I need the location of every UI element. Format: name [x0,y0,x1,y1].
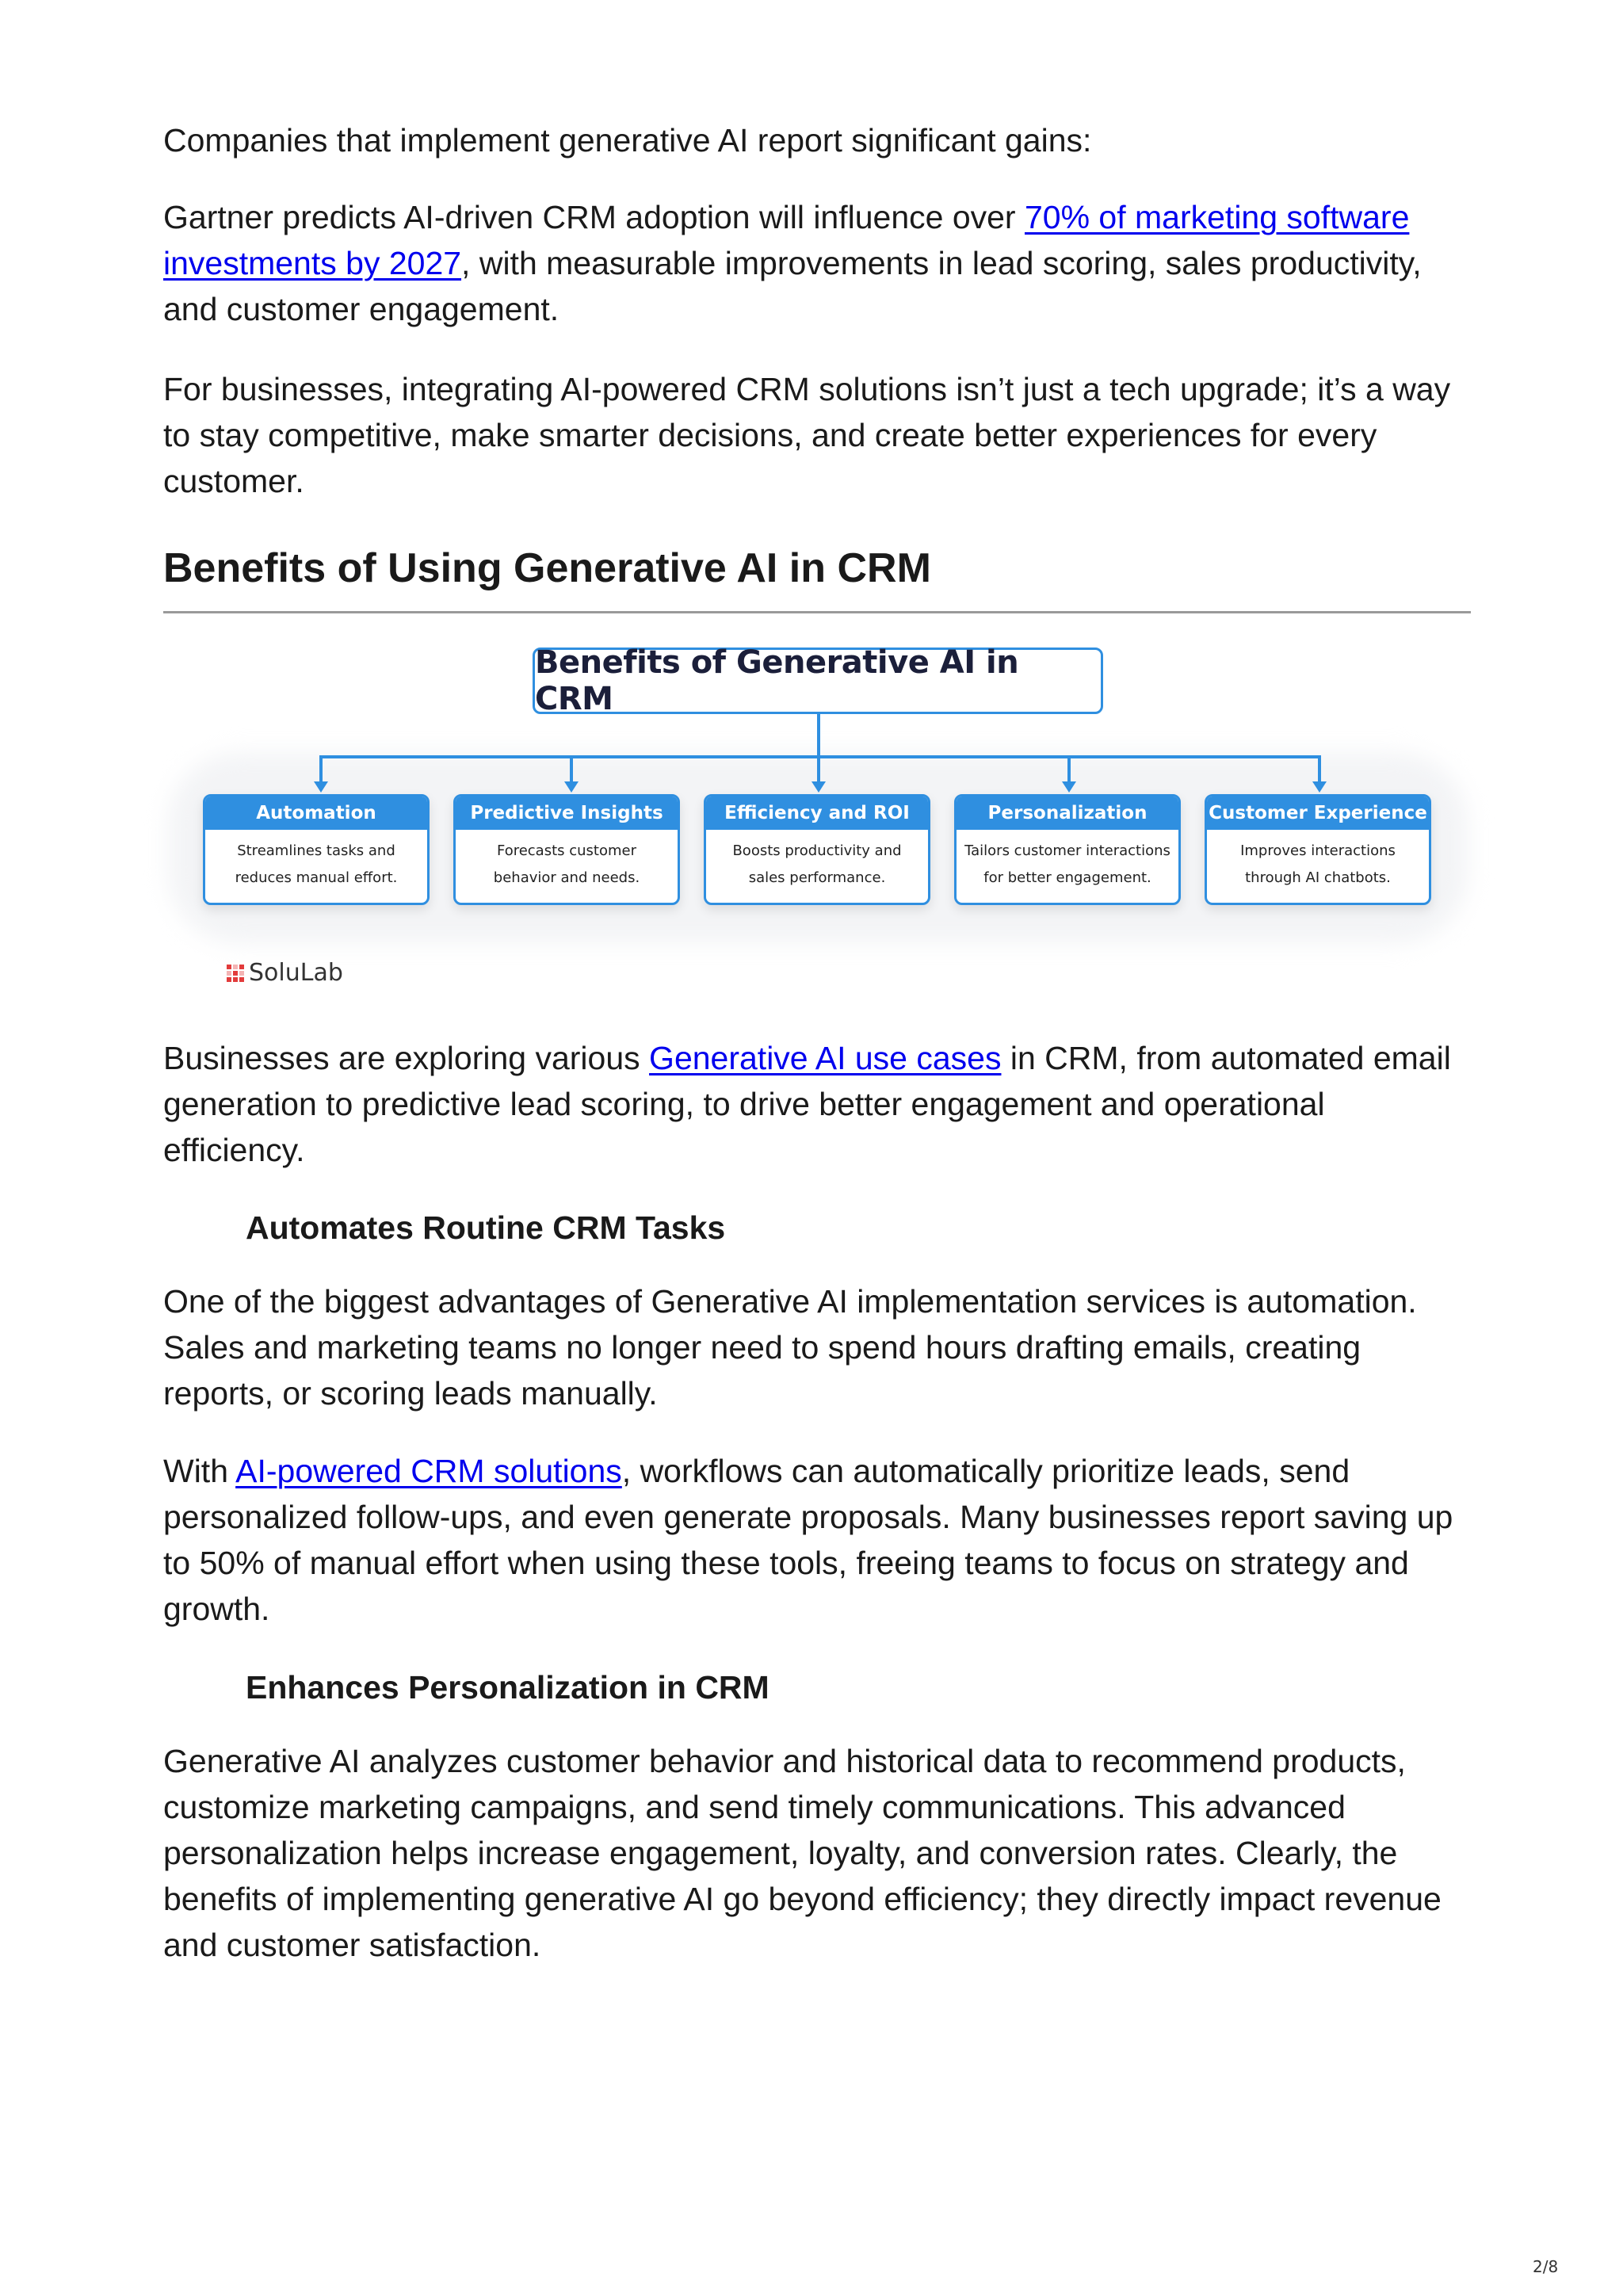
automation-paragraph: One of the biggest advantages of Generative AI implementation services is automation. Sales and marketing teams no longer need to spend hours drafting emails, creating reports, or scoring leads manually. [163,1283,1417,1412]
connector-trunk [817,714,820,757]
use-cases-paragraph [163,1035,1471,1173]
generative-ai-use-cases-link[interactable]: Generative AI use cases [649,1040,1002,1076]
card-description [456,830,678,892]
card-title: Automation [205,797,427,830]
page-number: 2/8 [1533,2257,1559,2276]
connector-bar [319,755,1321,758]
benefit-card-customer-experience [1205,794,1431,905]
benefit-card-automation [203,794,430,905]
arrow-down-icon [314,781,328,793]
card-title: Efficiency and ROI [706,797,928,830]
subheading-automates: Automates Routine CRM Tasks [246,1209,726,1246]
arrow-down-icon [812,781,826,793]
card-line: Forecasts customer [496,842,637,859]
text: , with measurable improvements in lead scoring, sales productivity, and customer engagement. [163,245,1422,327]
text: Gartner predicts AI-driven CRM adoption will influence over [163,199,1025,235]
workflow-paragraph [163,1448,1471,1632]
arrow-down-icon [1312,781,1327,793]
card-line: Improves interactions [1240,842,1396,859]
heading-divider [163,611,1471,613]
arrow-down-icon [1062,781,1076,793]
arrow-down-icon [564,781,579,793]
solulab-logo-icon [227,965,244,982]
connector-drop-1 [319,757,323,782]
text: Businesses are exploring various [163,1040,650,1076]
solulab-logo [227,959,343,987]
benefit-card-efficiency-roi [704,794,930,905]
text: , workflows can automatically prioritize leads, send personalized follow-ups, and even generate proposals. Many businesses report saving up to 50% of manual effort when using these tools, freeing teams to focus on strategy and growth. [163,1453,1453,1627]
card-title: Customer Experience [1207,797,1429,830]
card-line: behavior and needs. [493,869,640,886]
ai-powered-crm-link[interactable]: AI-powered CRM solutions [235,1453,622,1489]
card-description [205,830,427,892]
benefit-card-personalization [954,794,1181,905]
card-line: Tailors customer interactions [964,842,1170,859]
logo-text: SoluLab [249,959,343,987]
connector-drop-3 [817,757,820,782]
intro-paragraph-3: For businesses, integrating AI-powered CRM solutions isn’t just a tech upgrade; it’s a way to stay competitive, make smarter decisions, and create better experiences for every customer. [163,371,1451,499]
personalization-paragraph: Generative AI analyzes customer behavior and historical data to recommend products, customize marketing campaigns, and send timely communications. This advanced personalization helps increase engagement, loyalty, and conversion rates. Clearly, the benefits of implementing generative AI go beyond efficiency; they directly impact revenue and customer satisfaction. [163,1743,1442,1963]
benefits-infographic [163,634,1471,999]
subheading-personalization: Enhances Personalization in CRM [246,1669,769,1706]
card-description [1207,830,1429,892]
intro-paragraph-2 [163,194,1471,332]
intro-paragraph-1: Companies that implement generative AI report significant gains: [163,122,1092,159]
card-title: Predictive Insights [456,797,678,830]
card-line: Boosts productivity and [732,842,902,859]
card-line: reduces manual effort. [235,869,398,886]
card-line: through AI chatbots. [1245,869,1391,886]
infographic-title: Benefits of Generative AI in CRM [533,648,1103,714]
card-line: for better engagement. [983,869,1151,886]
gartner-link[interactable]: 70% of marketing software investments by 2027 [163,199,1410,281]
card-line: Streamlines tasks and [237,842,395,859]
benefit-card-predictive-insights [453,794,680,905]
section-heading: Benefits of Using Generative AI in CRM [163,545,931,591]
card-description [706,830,928,892]
text: With [163,1453,236,1489]
connector-drop-5 [1318,757,1321,782]
connector-drop-2 [570,757,573,782]
text: in CRM, from automated email generation to predictive lead scoring, to drive better engagement and operational efficiency. [163,1040,1451,1168]
card-line: sales performance. [748,869,886,886]
card-title: Personalization [957,797,1178,830]
connector-drop-4 [1067,757,1071,782]
card-description [957,830,1178,892]
